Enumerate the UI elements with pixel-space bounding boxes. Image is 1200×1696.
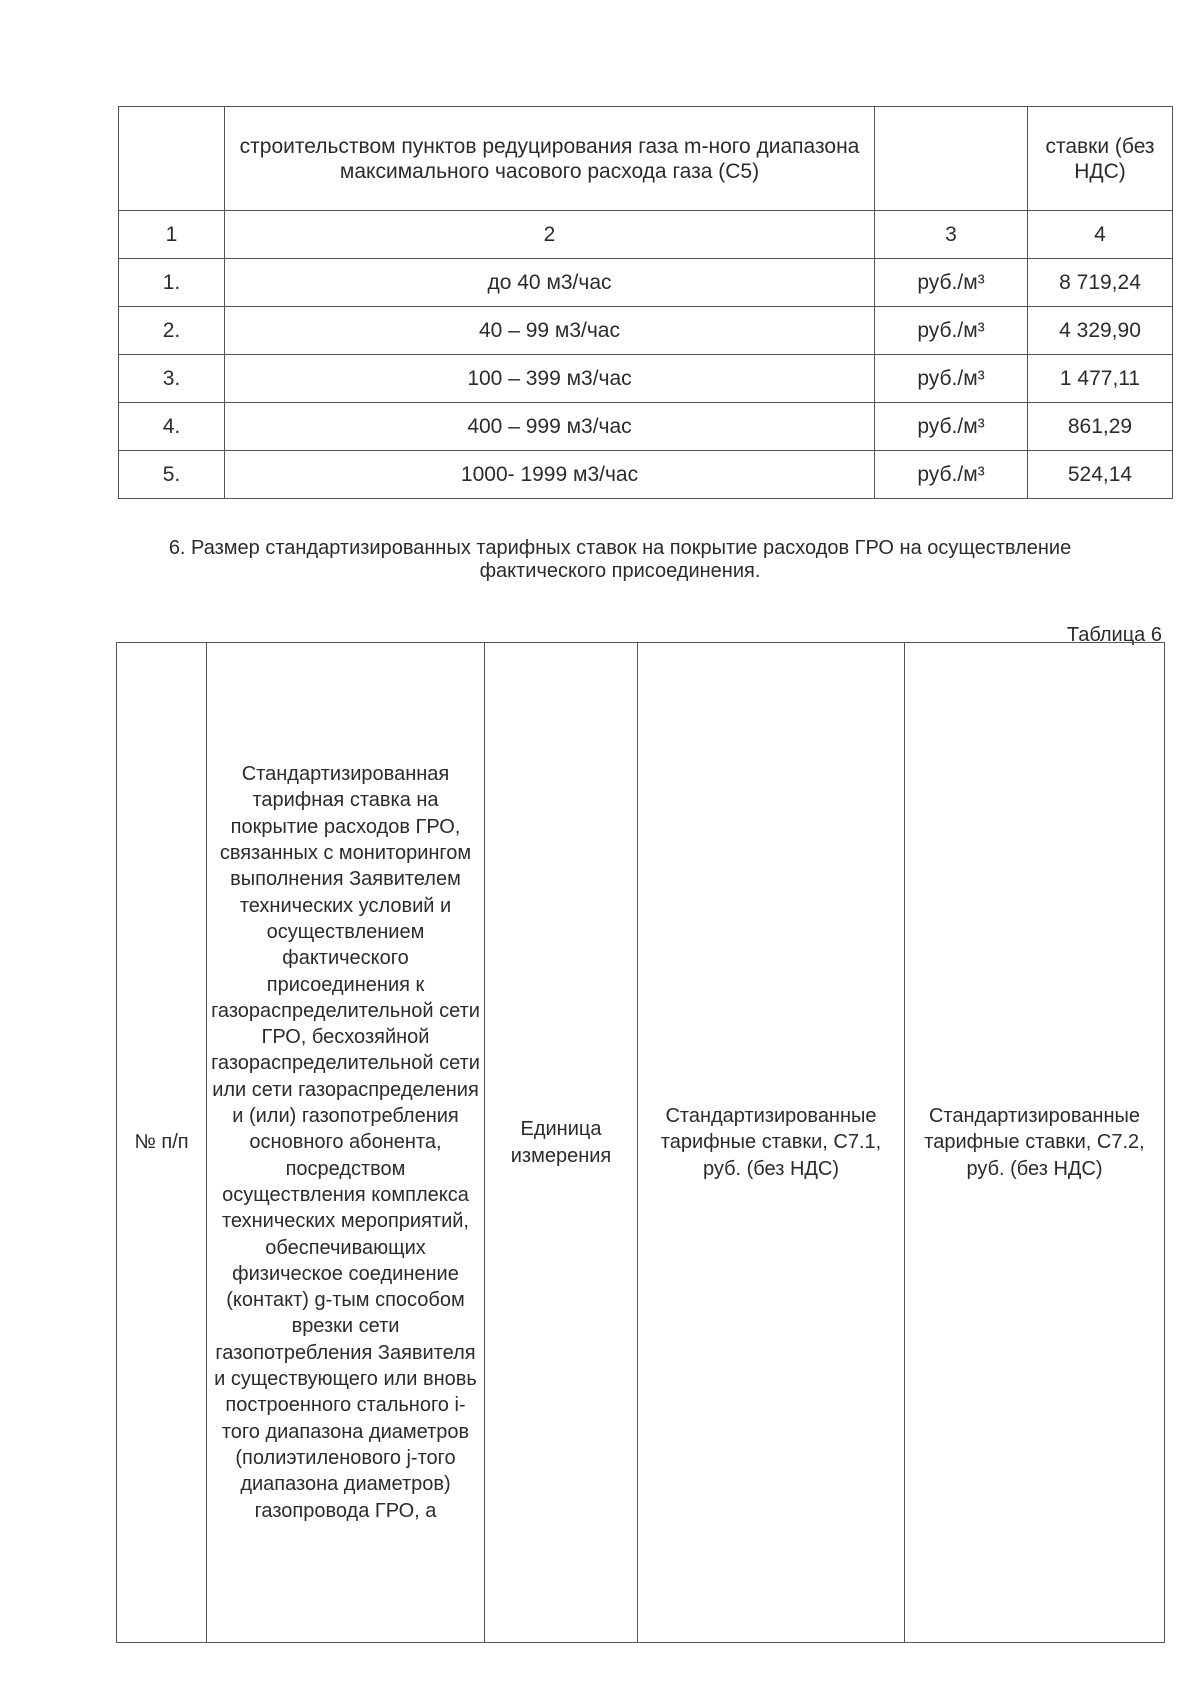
row-number: 2. <box>119 307 225 355</box>
row-value: 524,14 <box>1028 451 1173 499</box>
header-cell-unit: Единица измерения <box>485 643 638 1643</box>
rates-table-c5 <box>118 106 1173 499</box>
column-number: 4 <box>1028 211 1173 259</box>
row-range: 100 – 399 м3/час <box>225 355 875 403</box>
row-value: 1 477,11 <box>1028 355 1173 403</box>
table-label: Таблица 6 <box>1066 624 1162 646</box>
rates-table-6 <box>116 642 1165 1643</box>
row-unit: руб./м³ <box>875 307 1028 355</box>
header-cell-rate: ставки (без НДС) <box>1028 107 1173 211</box>
table-row <box>119 307 1173 355</box>
header-cell-number: № п/п <box>117 643 207 1643</box>
table-row <box>119 403 1173 451</box>
column-number: 2 <box>225 211 875 259</box>
column-numbers-row <box>119 211 1173 259</box>
row-number: 4. <box>119 403 225 451</box>
header-cell-rate-c71: Стандартизированные тарифные ставки, С7.1, руб. (без НДС) <box>638 643 905 1643</box>
row-number: 1. <box>119 259 225 307</box>
header-cell-unit <box>875 107 1028 211</box>
header-cell-description: строительством пунктов редуцирования газа m-ного диапазона максимального часового расхода газа (С5) <box>225 107 875 211</box>
row-unit: руб./м³ <box>875 451 1028 499</box>
row-unit: руб./м³ <box>875 259 1028 307</box>
section-heading: 6. Размер стандартизированных тарифных ставок на покрытие расходов ГРО на осуществление фактического присоединения. <box>168 537 1072 582</box>
row-unit: руб./м³ <box>875 355 1028 403</box>
row-unit: руб./м³ <box>875 403 1028 451</box>
header-cell-description: Стандартизированная тарифная ставка на покрытие расходов ГРО, связанных с мониторингом выполнения Заявителем технических условий и осуществлением фактического присоединения к газораспределительной сети ГРО, бесхозяйной газораспределительной сети или сети газораспределения и (или) газопотребления основного абонента, посредством осуществления комплекса технических мероприятий, обеспечивающих физическое соединение (контакт) g-тым способом врезки сети газопотребления Заявителя и существующего или вновь построенного стального i-того диапазона диаметров (полиэтиленового j-того диапазона диаметров) газопровода ГРО, а <box>207 643 485 1643</box>
row-number: 5. <box>119 451 225 499</box>
table-header-row <box>119 107 1173 211</box>
table-row <box>119 259 1173 307</box>
row-value: 4 329,90 <box>1028 307 1173 355</box>
table-row <box>119 451 1173 499</box>
row-number: 3. <box>119 355 225 403</box>
row-value: 861,29 <box>1028 403 1173 451</box>
header-cell-number <box>119 107 225 211</box>
row-value: 8 719,24 <box>1028 259 1173 307</box>
row-range: 400 – 999 м3/час <box>225 403 875 451</box>
column-number: 1 <box>119 211 225 259</box>
table-header-row <box>117 643 1165 1643</box>
table-row <box>119 355 1173 403</box>
row-range: 40 – 99 м3/час <box>225 307 875 355</box>
row-range: до 40 м3/час <box>225 259 875 307</box>
header-cell-rate-c72: Стандартизированные тарифные ставки, С7.2, руб. (без НДС) <box>905 643 1165 1643</box>
row-range: 1000- 1999 м3/час <box>225 451 875 499</box>
column-number: 3 <box>875 211 1028 259</box>
